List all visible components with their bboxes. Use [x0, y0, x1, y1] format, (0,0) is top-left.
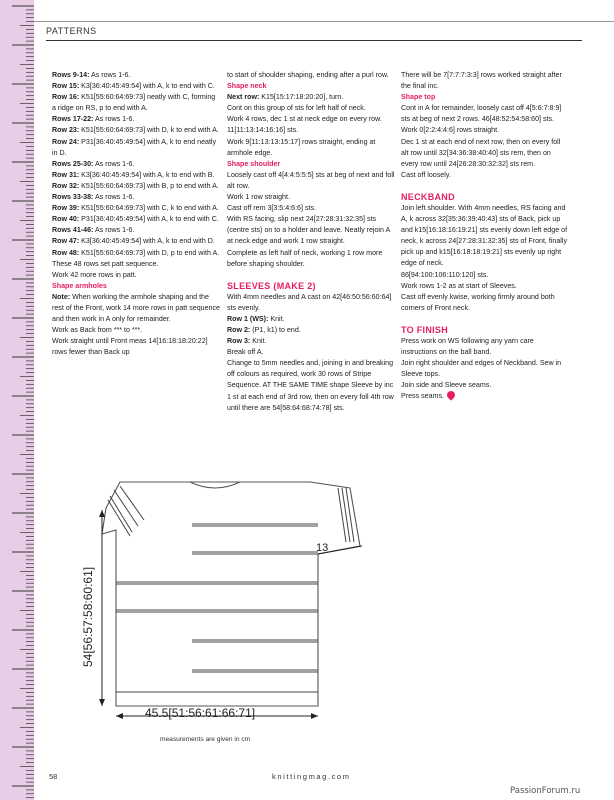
- row-label: Rows 41-46:: [52, 226, 94, 235]
- pattern-paragraph: [227, 292, 395, 314]
- paragraph-text: As rows 1-6.: [93, 159, 135, 168]
- paragraph-text: Work rows 1-2 as at start of Sleeves.: [401, 281, 517, 290]
- sweater-schematic: [80, 470, 380, 730]
- ruler-ticks: [0, 0, 34, 800]
- paragraph-text: Work 4 rows, dec 1 st at neck edge on every row. 11[11:13:14:16:16] sts.: [227, 115, 382, 135]
- paragraph-text: Work 42 more rows in patt.: [52, 270, 137, 279]
- pattern-paragraph: [52, 192, 220, 203]
- pattern-paragraph: [227, 70, 395, 81]
- pattern-paragraph: [227, 103, 395, 114]
- paragraph-text: Work 9[11:13:13:15:17] rows straight, ending at armhole edge.: [227, 137, 376, 157]
- pattern-paragraph: [227, 358, 395, 413]
- paragraph-text: K51[55:60:64:69:73] with C, k to end with A.: [79, 204, 219, 213]
- row-label: Row 40:: [52, 215, 80, 224]
- paragraph-text: Join side and Sleeve seams.: [401, 381, 492, 390]
- row-label: Row 16:: [52, 93, 80, 102]
- paragraph-text: Knit.: [250, 337, 267, 346]
- paragraph-text: K51[55:60:64:69:73] with D, k to end with A.: [79, 126, 219, 135]
- row-label: Row 39:: [52, 204, 80, 213]
- arrow-left-icon: [116, 713, 123, 719]
- row-label: Row 3:: [227, 337, 251, 346]
- pattern-paragraph: [52, 159, 220, 170]
- pattern-paragraph: [227, 336, 395, 347]
- pattern-paragraph: [52, 270, 220, 281]
- body-stripes: [116, 524, 318, 692]
- paragraph-text: K3[36:40:45:49:54] with A, k to end with D.: [79, 237, 215, 246]
- paragraph-text: Cast off evenly kwise, working firmly around both corners of Front neck.: [401, 292, 555, 312]
- paragraph-text: K51[55:60:64:69:73] neatly with C, forming a ridge on RS, p to end with A.: [52, 93, 216, 113]
- pattern-paragraph: [52, 259, 220, 270]
- pattern-paragraph: [401, 270, 569, 281]
- pattern-paragraph: [52, 137, 220, 159]
- paragraph-text: As rows 1-6.: [93, 193, 135, 202]
- pattern-paragraph: [52, 203, 220, 214]
- paragraph-text: K51[55:60:64:69:73] with B, p to end with A.: [79, 181, 219, 190]
- sleeve-measurement-label: 13: [316, 542, 329, 554]
- paragraph-text: Cont on this group of sts for left half of neck.: [227, 104, 366, 113]
- pattern-paragraph: [401, 70, 569, 92]
- paragraph-text: Loosely cast off 4[4:4:5:5:5] sts at beg of next and foll alt row.: [227, 170, 395, 190]
- paragraph-text: Complete as left half of neck, working 1 row more before shaping shoulder.: [227, 248, 383, 268]
- row-label: Rows 33-38:: [52, 193, 94, 202]
- paragraph-text: Press seams.: [401, 392, 444, 401]
- paragraph-text: Break off A.: [227, 348, 264, 357]
- site-url: knittingmag.com: [272, 772, 351, 781]
- paragraph-text: With 4mm needles and A cast on 42[46:50:56:60:64] sts evenly.: [227, 292, 392, 312]
- pattern-paragraph: [227, 248, 395, 270]
- paragraph-text: (P1, k1) to end.: [250, 325, 301, 334]
- ruler-strip: [0, 0, 34, 800]
- pattern-paragraph: [401, 336, 569, 358]
- garment-diagram: [80, 470, 380, 735]
- pattern-paragraph: [401, 203, 569, 270]
- pattern-paragraph: [227, 92, 395, 103]
- row-label: Row 32:: [52, 181, 80, 190]
- pattern-paragraph: [227, 325, 395, 336]
- paragraph-text: These 48 rows set patt sequence.: [52, 259, 159, 268]
- arrow-right-icon: [311, 713, 318, 719]
- paragraph-text: Work 1 row straight.: [227, 193, 290, 202]
- pattern-paragraph: [227, 170, 395, 192]
- arrow-down-icon: [99, 699, 105, 706]
- pattern-paragraph: [401, 137, 569, 170]
- row-label: Rows 17-22:: [52, 115, 94, 124]
- pattern-paragraph: [52, 325, 220, 336]
- pattern-paragraph: [52, 125, 220, 136]
- text-column-1: [52, 70, 220, 358]
- section-heading: NECKBAND: [401, 191, 455, 202]
- paragraph-text: Work straight until Front meas 14[16:18:18:20:22] rows fewer than Back up: [52, 337, 208, 357]
- pattern-paragraph: [227, 192, 395, 203]
- paragraph-text: to start of shoulder shaping, ending after a purl row.: [227, 71, 389, 79]
- paragraph-text: P31[36:40:45:49:54] with A, k to end with C.: [79, 215, 219, 224]
- pattern-paragraph: [401, 292, 569, 314]
- paragraph-text: Join right shoulder and edges of Neckband. Sew in Sleeve tops.: [401, 359, 562, 379]
- paragraph-text: As rows 1-6.: [93, 115, 135, 124]
- paragraph-text: K3[36:40:45:49:54] with A, k to end with B.: [79, 170, 215, 179]
- paragraph-text: Knit.: [268, 314, 285, 323]
- row-label: Next row:: [227, 93, 260, 102]
- pattern-paragraph: [401, 380, 569, 391]
- section-heading: TO FINISH: [401, 324, 449, 335]
- length-measurement-label: 54[56:57:58:60:61]: [81, 566, 95, 667]
- pattern-paragraph: [52, 170, 220, 181]
- row-label: Row 47:: [52, 237, 80, 246]
- page-number: 58: [49, 772, 58, 781]
- pattern-paragraph: [52, 70, 220, 81]
- text-column-3: [401, 70, 569, 402]
- pattern-paragraph: [227, 203, 395, 214]
- paragraph-text: K3[36:40:45:49:54] with A, k to end with C.: [79, 82, 215, 91]
- pattern-paragraph: [52, 92, 220, 114]
- paragraph-text: Join left shoulder. With 4mm needles, RS facing and A, k across 32[35:36:39:40:43] sts of Back, pick up and k15[16:18:16:19:21] sts evenly down left edge of neck, k across 24[27:28:31:32:35] sts of Front, finally pick up and k15[16:18:18:19:21] sts evenly up right edge of neck.: [401, 203, 568, 268]
- pattern-paragraph: [227, 314, 395, 325]
- subheading: Shape armholes: [52, 281, 107, 290]
- row-label: Note:: [52, 292, 71, 301]
- paragraph-text: Press work on WS following any yarn care instructions on the ball band.: [401, 336, 534, 356]
- pattern-paragraph: [401, 170, 569, 181]
- paragraph-text: Work as Back from *** to ***.: [52, 326, 143, 335]
- pattern-paragraph: [227, 214, 395, 247]
- watermark: PassionForum.ru: [510, 786, 581, 796]
- paragraph-text: K51[55:60:64:69:73] with D, p to end with A.: [79, 248, 220, 257]
- paragraph-text: As rows 1-6.: [89, 71, 131, 79]
- row-label: Row 23:: [52, 126, 80, 135]
- paragraph-text: Change to 5mm needles and, joining in and breaking off colours as required, work 30 rows of Stripe Sequence. AT THE SAME TIME shape Sleeve by inc 1 st at each end of 3rd row, then on every foll 4th row until there are 54[58:64:68:74:78] sts.: [227, 359, 394, 412]
- row-label: Row 24:: [52, 137, 80, 146]
- paragraph-text: 86[94:100:106:110:120] sts.: [401, 270, 489, 279]
- pattern-paragraph: [401, 125, 569, 136]
- paragraph-text: P31[36:40:45:49:54] with A, k to end neatly in D.: [52, 137, 217, 157]
- paragraph-text: When working the armhole shaping and the rest of the Front, work 14 more rows in patt sequence and then work in A only for remainder.: [52, 292, 220, 324]
- arrow-up-icon: [99, 510, 105, 517]
- pattern-paragraph: [227, 137, 395, 159]
- row-label: Row 1 (WS):: [227, 314, 269, 323]
- heart-icon: [445, 390, 456, 401]
- row-label: Row 15:: [52, 82, 80, 91]
- header-rule: [46, 40, 582, 41]
- top-rule: [34, 21, 614, 22]
- pattern-paragraph: [52, 236, 220, 247]
- row-label: Row 31:: [52, 170, 80, 179]
- diagram-caption: measurements are given in cm: [160, 736, 251, 743]
- section-heading: SLEEVES (MAKE 2): [227, 280, 316, 291]
- subheading: Shape neck: [227, 82, 267, 91]
- section-label: PATTERNS: [46, 26, 97, 36]
- paragraph-text: Dec 1 st at each end of next row, then on every foll alt row until 32[34:36:38:40:40] sts rem, then on every row until 24[26:28:30:32:32] sts rem.: [401, 137, 561, 168]
- paragraph-text: Cast off loosely.: [401, 170, 451, 179]
- paragraph-text: Work 0[2:2:4:4:6] rows straight.: [401, 126, 500, 135]
- pattern-paragraph: [52, 81, 220, 92]
- paragraph-text: Cast off rem 3[3:5:4:6:6] sts.: [227, 204, 316, 213]
- row-label: Rows 25-30:: [52, 159, 94, 168]
- paragraph-text: There will be 7[7:7:7:3:3] rows worked straight after the final inc.: [401, 71, 562, 91]
- pattern-paragraph: [52, 336, 220, 358]
- paragraph-text: As rows 1-6.: [93, 226, 135, 235]
- pattern-paragraph: [52, 114, 220, 125]
- pattern-paragraph: [52, 214, 220, 225]
- row-label: Rows 9-14:: [52, 71, 90, 79]
- pattern-paragraph: [52, 292, 220, 325]
- row-label: Row 2:: [227, 325, 251, 334]
- paragraph-text: Cont in A for remainder, loosely cast off 4[5:6:7:8:9] sts at beg of next 2 rows. 46[48:52:54:58:60] sts.: [401, 104, 562, 124]
- pattern-paragraph: [401, 391, 569, 402]
- pattern-paragraph: [401, 358, 569, 380]
- neckline: [190, 482, 240, 488]
- text-column-2: [227, 70, 395, 414]
- pattern-paragraph: [52, 248, 220, 259]
- subheading: Shape top: [401, 93, 436, 102]
- pattern-paragraph: [401, 103, 569, 125]
- paragraph-text: K15[15:17:18:20:20], turn.: [259, 93, 344, 102]
- pattern-paragraph: [401, 281, 569, 292]
- row-label: Row 48:: [52, 248, 80, 257]
- pattern-paragraph: [52, 181, 220, 192]
- pattern-paragraph: [227, 347, 395, 358]
- pattern-paragraph: [227, 114, 395, 136]
- subheading: Shape shoulder: [227, 159, 281, 168]
- width-measurement-label: 45.5[51:56:61:66:71]: [145, 706, 256, 720]
- paragraph-text: With RS facing, slip next 24[27:28:31:32:35] sts (centre sts) on to a holder and leave. Neatly rejoin A at neck edge and work 1 row straight.: [227, 215, 390, 246]
- pattern-paragraph: [52, 225, 220, 236]
